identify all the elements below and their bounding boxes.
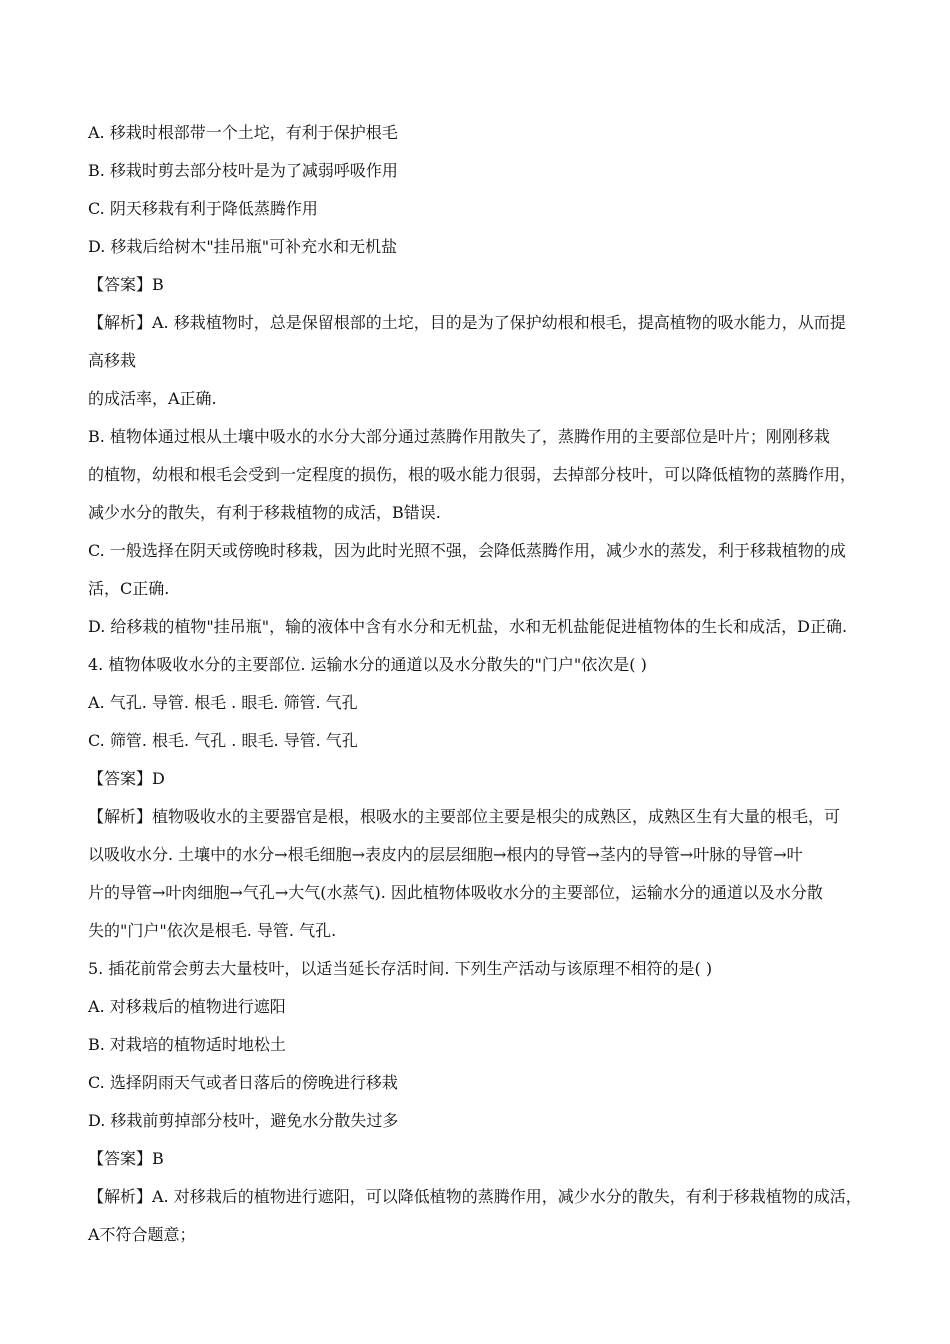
analysis-text: 的植物，幼根和根毛会受到一定程度的损伤，根的吸水能力很弱，去掉部分枝叶，可以降低植物的蒸腾作用， bbox=[88, 465, 857, 484]
analysis-text: 失的"门户"依次是根毛. 导管. 气孔. bbox=[88, 921, 337, 940]
option-a-text: A. 移栽时根部带一个土坨，有利于保护根毛 bbox=[88, 123, 398, 142]
option-d-text: D. 移栽前剪掉部分枝叶，避免水分散失过多 bbox=[88, 1111, 399, 1130]
analysis-text: 减少水分的散失，有利于移栽植物的成活，B错误. bbox=[88, 503, 441, 522]
answer-label: 【答案】B bbox=[88, 275, 164, 294]
question-5-text: 5. 插花前常会剪去大量枝叶，以适当延长存活时间. 下列生产活动与该原理不相符的是( ) bbox=[88, 959, 713, 978]
analysis-text: 【解析】植物吸收水的主要器官是根，根吸水的主要部位主要是根尖的成熟区，成熟区生有大量的根毛，可 bbox=[88, 807, 841, 826]
analysis-text: A不符合题意； bbox=[88, 1225, 196, 1244]
option-d-text: D. 移栽后给树木"挂吊瓶"可补充水和无机盐 bbox=[88, 237, 398, 256]
analysis-text: 【解析】A. 对移栽后的植物进行遮阳，可以降低植物的蒸腾作用，减少水分的散失，有利于移栽植物的成活， bbox=[88, 1187, 862, 1206]
analysis-text: C. 一般选择在阴天或傍晚时移栽，因为此时光照不强，会降低蒸腾作用，减少水的蒸发，利于移栽植物的成 bbox=[88, 541, 846, 560]
analysis-text: 以吸收水分. 土壤中的水分→根毛细胞→表皮内的层层细胞→根内的导管→茎内的导管→叶脉的导管→叶 bbox=[88, 845, 803, 864]
analysis-text: 【解析】A. 移栽植物时，总是保留根部的土坨，目的是为了保护幼根和根毛，提高植物的吸水能力，从而提 bbox=[88, 313, 846, 332]
question-4-options-ab: A. 气孔. 导管. 根毛 . 眼毛. 筛管. 气孔 bbox=[88, 693, 358, 712]
question-4-options-cd: C. 筛管. 根毛. 气孔 . 眼毛. 导管. 气孔 bbox=[88, 731, 358, 750]
analysis-text: B. 植物体通过根从土壤中吸水的水分大部分通过蒸腾作用散失了，蒸腾作用的主要部位是叶片；刚刚移栽 bbox=[88, 427, 830, 446]
option-a-text: A. 对移栽后的植物进行遮阳 bbox=[88, 997, 286, 1016]
analysis-text: 活，C正确. bbox=[88, 579, 170, 598]
option-c-text: C. 选择阴雨天气或者日落后的傍晚进行移栽 bbox=[88, 1073, 398, 1092]
analysis-text: 高移栽 bbox=[88, 351, 137, 370]
analysis-text: 的成活率，A正确. bbox=[88, 389, 217, 408]
option-c-text: C. 阴天移栽有利于降低蒸腾作用 bbox=[88, 199, 318, 218]
option-b-text: B. 对栽培的植物适时地松土 bbox=[88, 1035, 286, 1054]
answer-label: 【答案】D bbox=[88, 769, 165, 788]
question-4-text: 4. 植物体吸收水分的主要部位. 运输水分的通道以及水分散失的"门户"依次是( ) bbox=[88, 655, 647, 674]
answer-label: 【答案】B bbox=[88, 1149, 164, 1168]
analysis-text: 片的导管→叶肉细胞→气孔→大气(水蒸气). 因此植物体吸收水分的主要部位，运输水分的通道以及水分散 bbox=[88, 883, 823, 902]
analysis-text: D. 给移栽的植物"挂吊瓶"，输的液体中含有水分和无机盐，水和无机盐能促进植物体的生长和成活，D正确. bbox=[88, 617, 848, 636]
option-b-text: B. 移栽时剪去部分枝叶是为了减弱呼吸作用 bbox=[88, 161, 398, 180]
